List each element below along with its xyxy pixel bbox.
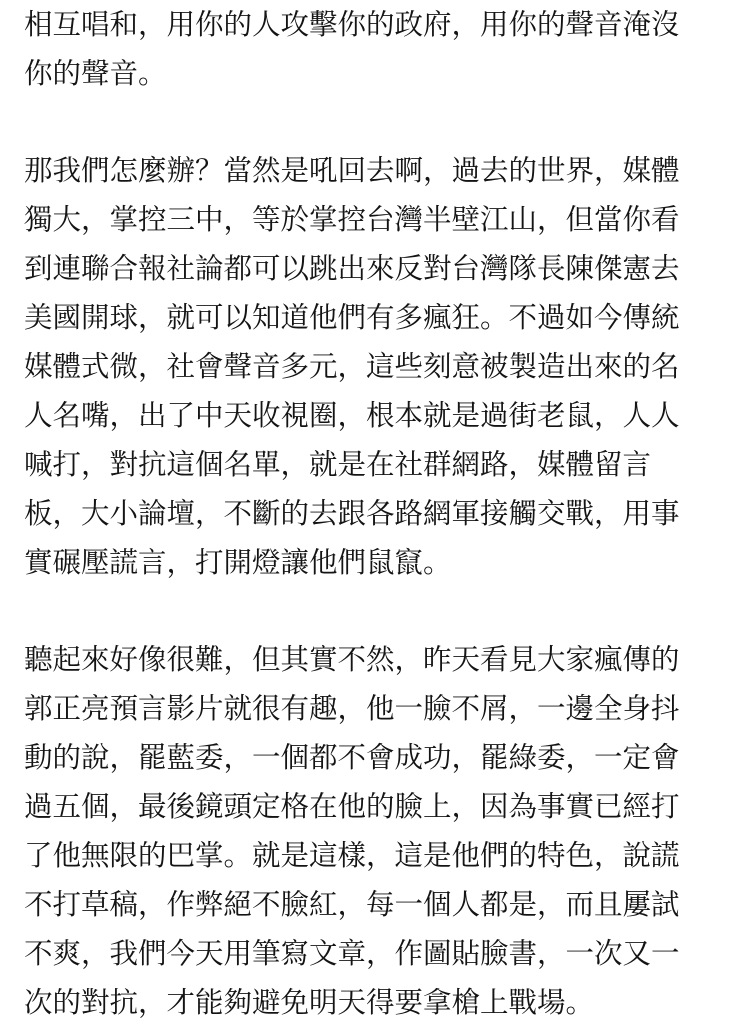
- text-line: 獨大，掌控三中，等於掌控台灣半壁江山，但當你看: [24, 203, 680, 236]
- text-line: 實碾壓謊言，打開燈讓他們鼠竄。: [24, 546, 452, 579]
- text-line: 聽起來好像很難，但其實不然，昨天看見大家瘋傳的: [24, 643, 680, 676]
- text-line: 了他無限的巴掌。就是這樣，這是他們的特色，說謊: [24, 839, 680, 872]
- paragraph-1: [24, 0, 736, 98]
- text-line: 板，大小論壇，不斷的去跟各路網軍接觸交戰，用事: [24, 497, 680, 530]
- text-line: 不爽，我們今天用筆寫文章，作圖貼臉書，一次又一: [24, 937, 680, 970]
- paragraph-spacer: [24, 587, 736, 635]
- text-line: 那我們怎麼辦？當然是吼回去啊，過去的世界，媒體: [24, 154, 680, 187]
- text-line: 你的聲音。: [24, 57, 167, 90]
- text-line: 到連聯合報社論都可以跳出來反對台灣隊長陳傑憲去: [24, 252, 680, 285]
- text-line: 相互唱和，用你的人攻擊你的政府，用你的聲音淹沒: [24, 8, 680, 41]
- text-line: 郭正亮預言影片就很有趣，他一臉不屑，一邊全身抖: [24, 692, 680, 725]
- text-line: 不打草稿，作弊絕不臉紅，每一個人都是，而且屢試: [24, 888, 680, 921]
- text-line: 美國開球，就可以知道他們有多瘋狂。不過如今傳統: [24, 301, 680, 334]
- article-body: [24, 0, 736, 1027]
- text-line: 媒體式微，社會聲音多元，這些刻意被製造出來的名: [24, 350, 680, 383]
- text-line: 動的說，罷藍委，一個都不會成功，罷綠委，一定會: [24, 741, 680, 774]
- paragraph-spacer: [24, 98, 736, 146]
- text-line: 喊打，對抗這個名單，就是在社群網路，媒體留言: [24, 448, 652, 481]
- text-line: 次的對抗，才能夠避免明天得要拿槍上戰場。: [24, 986, 595, 1019]
- paragraph-3: [24, 635, 736, 1027]
- text-line: 人名嘴，出了中天收視圈，根本就是過街老鼠，人人: [24, 399, 680, 432]
- paragraph-2: [24, 146, 736, 587]
- text-line: 過五個，最後鏡頭定格在他的臉上，因為事實已經打: [24, 790, 680, 823]
